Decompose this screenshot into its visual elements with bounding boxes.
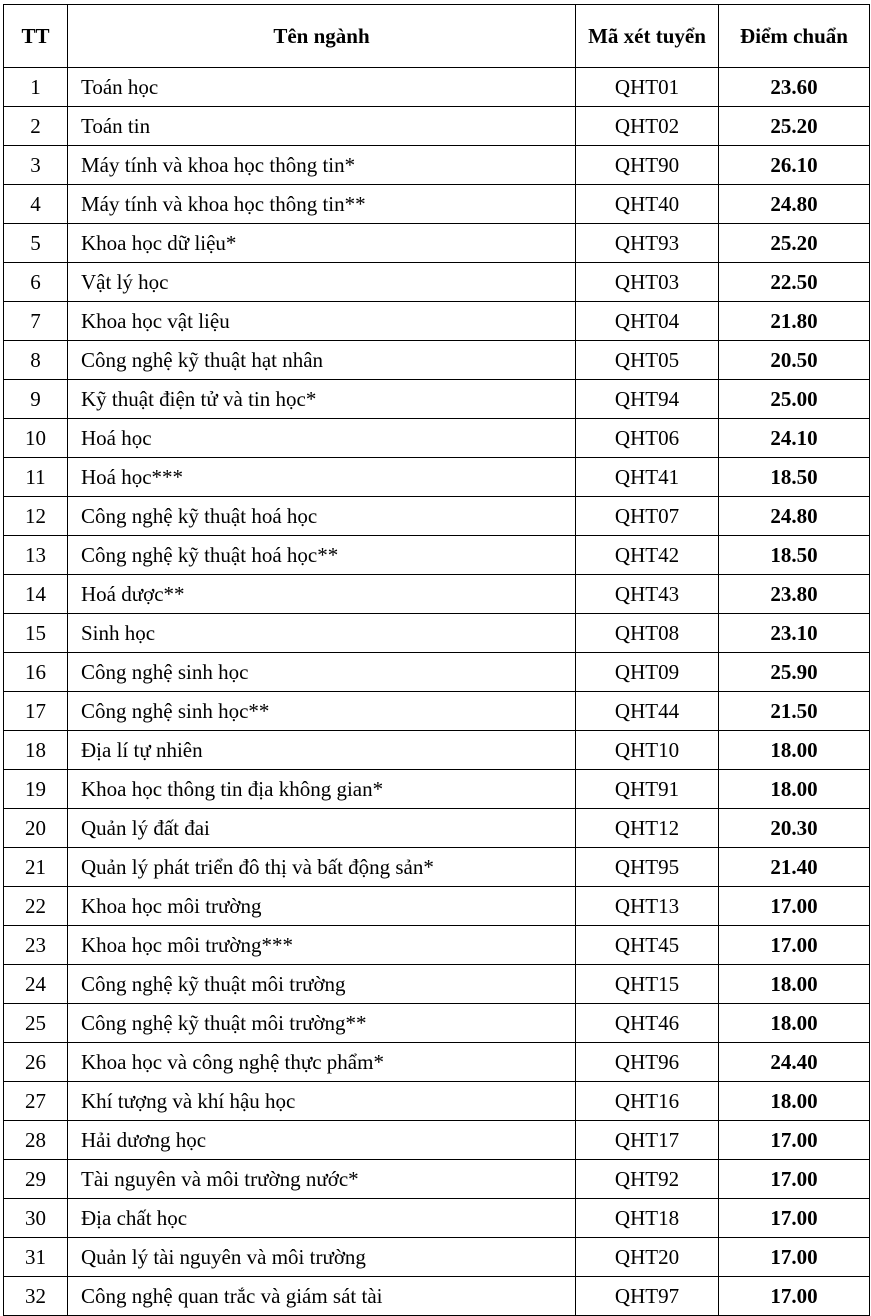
row-index: 3 — [4, 146, 68, 185]
row-index: 26 — [4, 1043, 68, 1082]
row-index: 19 — [4, 770, 68, 809]
row-admission-code: QHT09 — [576, 653, 719, 692]
row-program-name: Công nghệ kỹ thuật môi trường** — [68, 1004, 576, 1043]
table-header-row — [4, 5, 870, 68]
row-benchmark-score: 18.50 — [719, 458, 870, 497]
table-row — [4, 1160, 870, 1199]
row-benchmark-score: 17.00 — [719, 926, 870, 965]
row-benchmark-score: 18.00 — [719, 731, 870, 770]
row-index: 1 — [4, 68, 68, 107]
table-row — [4, 1004, 870, 1043]
row-program-name: Khoa học vật liệu — [68, 302, 576, 341]
row-program-name: Tài nguyên và môi trường nước* — [68, 1160, 576, 1199]
row-index: 30 — [4, 1199, 68, 1238]
row-admission-code: QHT96 — [576, 1043, 719, 1082]
row-admission-code: QHT06 — [576, 419, 719, 458]
row-index: 15 — [4, 614, 68, 653]
row-program-name: Vật lý học — [68, 263, 576, 302]
row-index: 2 — [4, 107, 68, 146]
row-program-name: Hải dương học — [68, 1121, 576, 1160]
table-row — [4, 224, 870, 263]
row-program-name: Địa lí tự nhiên — [68, 731, 576, 770]
column-header-code: Mã xét tuyển — [576, 5, 719, 68]
table-row — [4, 731, 870, 770]
table-row — [4, 1121, 870, 1160]
row-benchmark-score: 17.00 — [719, 887, 870, 926]
row-program-name: Quản lý phát triển đô thị và bất động sản* — [68, 848, 576, 887]
table-row — [4, 926, 870, 965]
row-program-name: Công nghệ sinh học** — [68, 692, 576, 731]
row-index: 4 — [4, 185, 68, 224]
row-index: 27 — [4, 1082, 68, 1121]
row-admission-code: QHT10 — [576, 731, 719, 770]
row-admission-code: QHT40 — [576, 185, 719, 224]
row-index: 12 — [4, 497, 68, 536]
row-benchmark-score: 25.20 — [719, 107, 870, 146]
row-admission-code: QHT05 — [576, 341, 719, 380]
row-benchmark-score: 25.90 — [719, 653, 870, 692]
row-admission-code: QHT17 — [576, 1121, 719, 1160]
row-program-name: Khoa học thông tin địa không gian* — [68, 770, 576, 809]
row-admission-code: QHT18 — [576, 1199, 719, 1238]
row-admission-code: QHT02 — [576, 107, 719, 146]
table-row — [4, 497, 870, 536]
row-admission-code: QHT07 — [576, 497, 719, 536]
row-benchmark-score: 22.50 — [719, 263, 870, 302]
row-admission-code: QHT43 — [576, 575, 719, 614]
row-program-name: Công nghệ kỹ thuật môi trường — [68, 965, 576, 1004]
column-header-tt: TT — [4, 5, 68, 68]
row-program-name: Quản lý tài nguyên và môi trường — [68, 1238, 576, 1277]
table-row — [4, 1277, 870, 1316]
row-admission-code: QHT16 — [576, 1082, 719, 1121]
row-admission-code: QHT97 — [576, 1277, 719, 1316]
table-row — [4, 419, 870, 458]
row-program-name: Hoá dược** — [68, 575, 576, 614]
row-benchmark-score: 18.00 — [719, 965, 870, 1004]
row-admission-code: QHT01 — [576, 68, 719, 107]
row-admission-code: QHT95 — [576, 848, 719, 887]
row-program-name: Công nghệ kỹ thuật hạt nhân — [68, 341, 576, 380]
row-index: 10 — [4, 419, 68, 458]
row-index: 31 — [4, 1238, 68, 1277]
row-program-name: Địa chất học — [68, 1199, 576, 1238]
row-index: 28 — [4, 1121, 68, 1160]
row-program-name: Khí tượng và khí hậu học — [68, 1082, 576, 1121]
table-row — [4, 185, 870, 224]
row-benchmark-score: 18.00 — [719, 1082, 870, 1121]
table-row — [4, 887, 870, 926]
row-benchmark-score: 17.00 — [719, 1277, 870, 1316]
row-benchmark-score: 23.80 — [719, 575, 870, 614]
document-page — [0, 4, 871, 1308]
row-index: 11 — [4, 458, 68, 497]
row-program-name: Công nghệ quan trắc và giám sát tài — [68, 1277, 576, 1316]
row-program-name: Quản lý đất đai — [68, 809, 576, 848]
table-row — [4, 653, 870, 692]
row-benchmark-score: 18.00 — [719, 770, 870, 809]
table-row — [4, 1082, 870, 1121]
table-row — [4, 692, 870, 731]
row-admission-code: QHT93 — [576, 224, 719, 263]
row-benchmark-score: 24.40 — [719, 1043, 870, 1082]
row-index: 24 — [4, 965, 68, 1004]
row-index: 7 — [4, 302, 68, 341]
row-admission-code: QHT04 — [576, 302, 719, 341]
row-index: 23 — [4, 926, 68, 965]
row-benchmark-score: 25.00 — [719, 380, 870, 419]
row-admission-code: QHT42 — [576, 536, 719, 575]
row-program-name: Máy tính và khoa học thông tin** — [68, 185, 576, 224]
row-program-name: Hoá học*** — [68, 458, 576, 497]
row-benchmark-score: 21.40 — [719, 848, 870, 887]
row-index: 25 — [4, 1004, 68, 1043]
row-index: 16 — [4, 653, 68, 692]
row-admission-code: QHT13 — [576, 887, 719, 926]
table-row — [4, 770, 870, 809]
row-index: 8 — [4, 341, 68, 380]
table-row — [4, 107, 870, 146]
table-row — [4, 536, 870, 575]
row-admission-code: QHT15 — [576, 965, 719, 1004]
row-admission-code: QHT94 — [576, 380, 719, 419]
row-benchmark-score: 24.80 — [719, 185, 870, 224]
table-row — [4, 302, 870, 341]
row-benchmark-score: 23.60 — [719, 68, 870, 107]
row-benchmark-score: 23.10 — [719, 614, 870, 653]
row-admission-code: QHT91 — [576, 770, 719, 809]
table-row — [4, 1043, 870, 1082]
column-header-score: Điểm chuẩn — [719, 5, 870, 68]
row-benchmark-score: 17.00 — [719, 1238, 870, 1277]
row-index: 14 — [4, 575, 68, 614]
row-program-name: Máy tính và khoa học thông tin* — [68, 146, 576, 185]
row-index: 17 — [4, 692, 68, 731]
row-benchmark-score: 20.50 — [719, 341, 870, 380]
table-row — [4, 1199, 870, 1238]
row-program-name: Kỹ thuật điện tử và tin học* — [68, 380, 576, 419]
row-admission-code: QHT03 — [576, 263, 719, 302]
table-row — [4, 341, 870, 380]
row-admission-code: QHT45 — [576, 926, 719, 965]
row-benchmark-score: 24.80 — [719, 497, 870, 536]
row-benchmark-score: 18.00 — [719, 1004, 870, 1043]
row-program-name: Hoá học — [68, 419, 576, 458]
row-admission-code: QHT41 — [576, 458, 719, 497]
row-benchmark-score: 20.30 — [719, 809, 870, 848]
row-program-name: Công nghệ sinh học — [68, 653, 576, 692]
row-program-name: Toán học — [68, 68, 576, 107]
row-program-name: Toán tin — [68, 107, 576, 146]
row-benchmark-score: 17.00 — [719, 1199, 870, 1238]
row-index: 6 — [4, 263, 68, 302]
table-row — [4, 68, 870, 107]
table-row — [4, 965, 870, 1004]
row-index: 20 — [4, 809, 68, 848]
table-row — [4, 380, 870, 419]
admission-score-table — [3, 4, 870, 1316]
row-program-name: Khoa học môi trường — [68, 887, 576, 926]
table-row — [4, 1238, 870, 1277]
row-benchmark-score: 17.00 — [719, 1121, 870, 1160]
table-row — [4, 263, 870, 302]
row-admission-code: QHT08 — [576, 614, 719, 653]
table-row — [4, 614, 870, 653]
row-program-name: Công nghệ kỹ thuật hoá học — [68, 497, 576, 536]
row-admission-code: QHT20 — [576, 1238, 719, 1277]
row-admission-code: QHT46 — [576, 1004, 719, 1043]
row-index: 32 — [4, 1277, 68, 1316]
table-header — [4, 5, 870, 68]
table-row — [4, 458, 870, 497]
row-index: 18 — [4, 731, 68, 770]
row-benchmark-score: 25.20 — [719, 224, 870, 263]
row-benchmark-score: 24.10 — [719, 419, 870, 458]
table-row — [4, 848, 870, 887]
row-index: 13 — [4, 536, 68, 575]
row-program-name: Khoa học dữ liệu* — [68, 224, 576, 263]
row-benchmark-score: 21.50 — [719, 692, 870, 731]
row-index: 29 — [4, 1160, 68, 1199]
row-admission-code: QHT92 — [576, 1160, 719, 1199]
row-benchmark-score: 26.10 — [719, 146, 870, 185]
row-benchmark-score: 17.00 — [719, 1160, 870, 1199]
row-index: 21 — [4, 848, 68, 887]
table-row — [4, 809, 870, 848]
row-index: 22 — [4, 887, 68, 926]
row-admission-code: QHT44 — [576, 692, 719, 731]
row-admission-code: QHT90 — [576, 146, 719, 185]
row-program-name: Khoa học môi trường*** — [68, 926, 576, 965]
table-body — [4, 68, 870, 1316]
table-row — [4, 575, 870, 614]
row-admission-code: QHT12 — [576, 809, 719, 848]
row-benchmark-score: 21.80 — [719, 302, 870, 341]
row-benchmark-score: 18.50 — [719, 536, 870, 575]
column-header-name: Tên ngành — [68, 5, 576, 68]
table-row — [4, 146, 870, 185]
row-program-name: Khoa học và công nghệ thực phẩm* — [68, 1043, 576, 1082]
row-index: 5 — [4, 224, 68, 263]
row-index: 9 — [4, 380, 68, 419]
row-program-name: Công nghệ kỹ thuật hoá học** — [68, 536, 576, 575]
row-program-name: Sinh học — [68, 614, 576, 653]
